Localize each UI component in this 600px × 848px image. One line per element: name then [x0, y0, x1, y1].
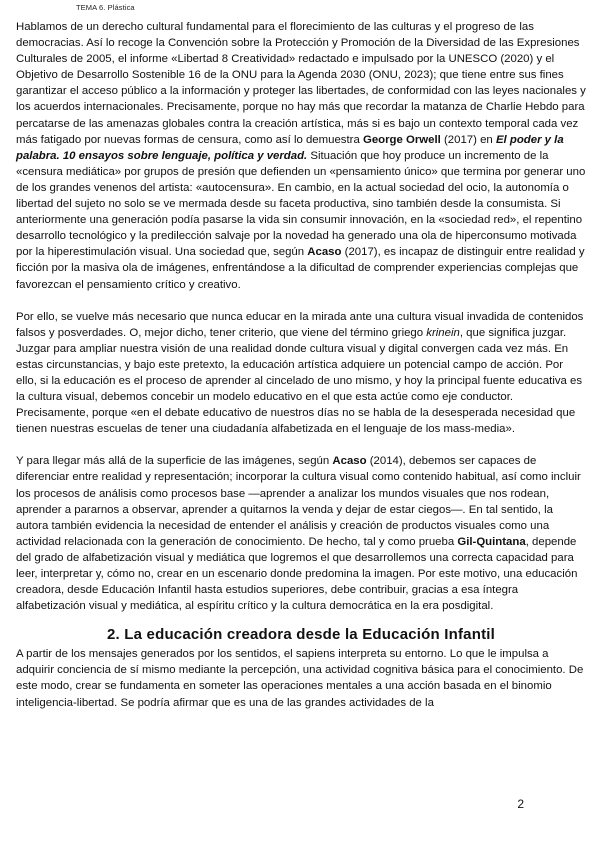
text-run: , que significa juzgar. Juzgar para ampliar nuestra visión de una realidad donde cultura visual y digital convergen cada vez más. En estas circunstancias, y bajo este pretexto, la educación artística adquiere un potencial campo de acción. Por ello, si la educación es el proceso de aprender al cincelado de uno mismo, y hoy la principal fuente educativa es la cultura visual, debemos concebir un modelo educativo en el que esta actúe como eje conductor. Precisamente, porque «en el debate educativo de nuestros días no se habla de la desesperada necesidad que tienen nuestras escuelas de tener una ciudadanía alfabetizada en el lenguaje de los mass-media».: [16, 326, 583, 436]
bold-text: George Orwell: [362, 133, 441, 146]
paragraph-1: [16, 19, 586, 293]
italic-text: krinein: [426, 326, 460, 339]
bold-text: Acaso: [307, 246, 342, 259]
text-run: Situación que hoy produce un incremento de la «censura mediática» por grupos de presión que defienden un «pensamiento único» que termina por generar uno de los grandes venenos del artista: «autocensura». En cambio, en la actual sociedad del ocio, la autonomía o libertad del sujeto no solo se ve mermada desde su faceta productiva, sino también desde la consumista. Si anteriormente una generación podía pasarse la vida sin consumir innovación, en la «sociedad red», el repentino desarrollo tecnológico y la predilección salvaje por la novedad ha generado una ola de hiperconsumo motivada por la hiperestimulación visual. Una sociedad que, según: [16, 149, 586, 259]
text-run: Hablamos de un derecho cultural fundamental para el florecimiento de las culturas y el progreso de las democracias. Así lo recoge la Convención sobre la Protección y Promoción de la Diversidad de las Expresiones Culturales de 2005, el informe «Libertad 8 Creatividad» redactado e impulsado por la UNESCO (2020) y el Objetivo de Desarrollo Sostenible 16 de la ONU para la Agenda 2030 (ONU, 2023); que tiene entre sus fines garantizar el acceso público a la información y proteger las libertades, de conformidad con las leyes nacionales y los acuerdos internacionales. Precisamente, porque no hay más que recordar la matanza de Charlie Hebdo para percatarse de las amenazas globales contra la creación artística, más si es bajo un contexto temporal cada vez más fatigado por nuevas formas de censura, como así lo demuestra: [16, 21, 586, 146]
bold-italic-text: El poder y la palabra. 10 ensayos sobre lenguaje, política y verdad.: [16, 133, 564, 162]
page-number: 2: [517, 797, 524, 811]
document-body: [16, 19, 586, 711]
paragraph-4: [16, 646, 586, 710]
text-run: (2017), es incapaz de distinguir entre realidad y ficción por la masiva ola de imágenes, enfrentándose a la dificultad de comprender experiencias complejas que favorezcan el pensamiento crítico y creativo.: [16, 246, 585, 291]
text-run: Y para llegar más allá de la superficie de las imágenes, según: [16, 455, 333, 468]
running-header: TEMA 6. Plástica: [76, 3, 135, 12]
text-run: (2017) en: [440, 133, 496, 146]
text-run: , depende del grado de alfabetización visual y mediática que logremos el que desarrollemos una correcta capacidad para leer, interpretar y, cómo no, crear en un escenario donde predomina la imagen. Por este motivo, una educación creadora, desde Educación Infantil hasta estudios superiores, debe contribuir, gracias a esa íntegra alfabetización visual y mediática, al espíritu crítico y la cultura democrática en la era posdigital.: [16, 535, 578, 613]
bold-text: Acaso: [332, 455, 367, 468]
paragraph-3: [16, 453, 586, 614]
text-run: (2014), debemos ser capaces de diferenciar entre realidad y representación; incorporar la cultura visual como contenido habitual, así como incluir los procesos de análisis como procesos base —aprender a analizar los mundos visuales que nos rodean, aprender a pararnos a observar, aprender a quitarnos la venda y dejar de estar ciegos—. En tal sentido, la autora también evidencia la necesidad de entender el análisis y creación de productos visuales como una actividad relacionada con la generación de conocimiento. De hecho, tal y como prueba: [16, 455, 581, 548]
text-run: A partir de los mensajes generados por los sentidos, el sapiens interpreta su entorno. Lo que le impulsa a adquirir conciencia de sí mismo mediante la percepción, una actividad cognitiva básica para el conocimiento. De este modo, crear se fundamenta en someter las operaciones mentales a una acción basada en el binomio inteligencia-libertad. Se podría afirmar que es una de las grandes actividades de la: [16, 648, 584, 709]
bold-text: Gil-Quintana: [457, 535, 526, 548]
text-run: Por ello, se vuelve más necesario que nunca educar en la mirada ante una cultura visual invadida de contenidos falsos y posverdades. O, mejor dicho, tener criterio, que viene del término griego: [16, 310, 584, 339]
paragraph-2: [16, 309, 586, 438]
section-heading: 2. La educación creadora desde la Educación Infantil: [106, 626, 495, 644]
